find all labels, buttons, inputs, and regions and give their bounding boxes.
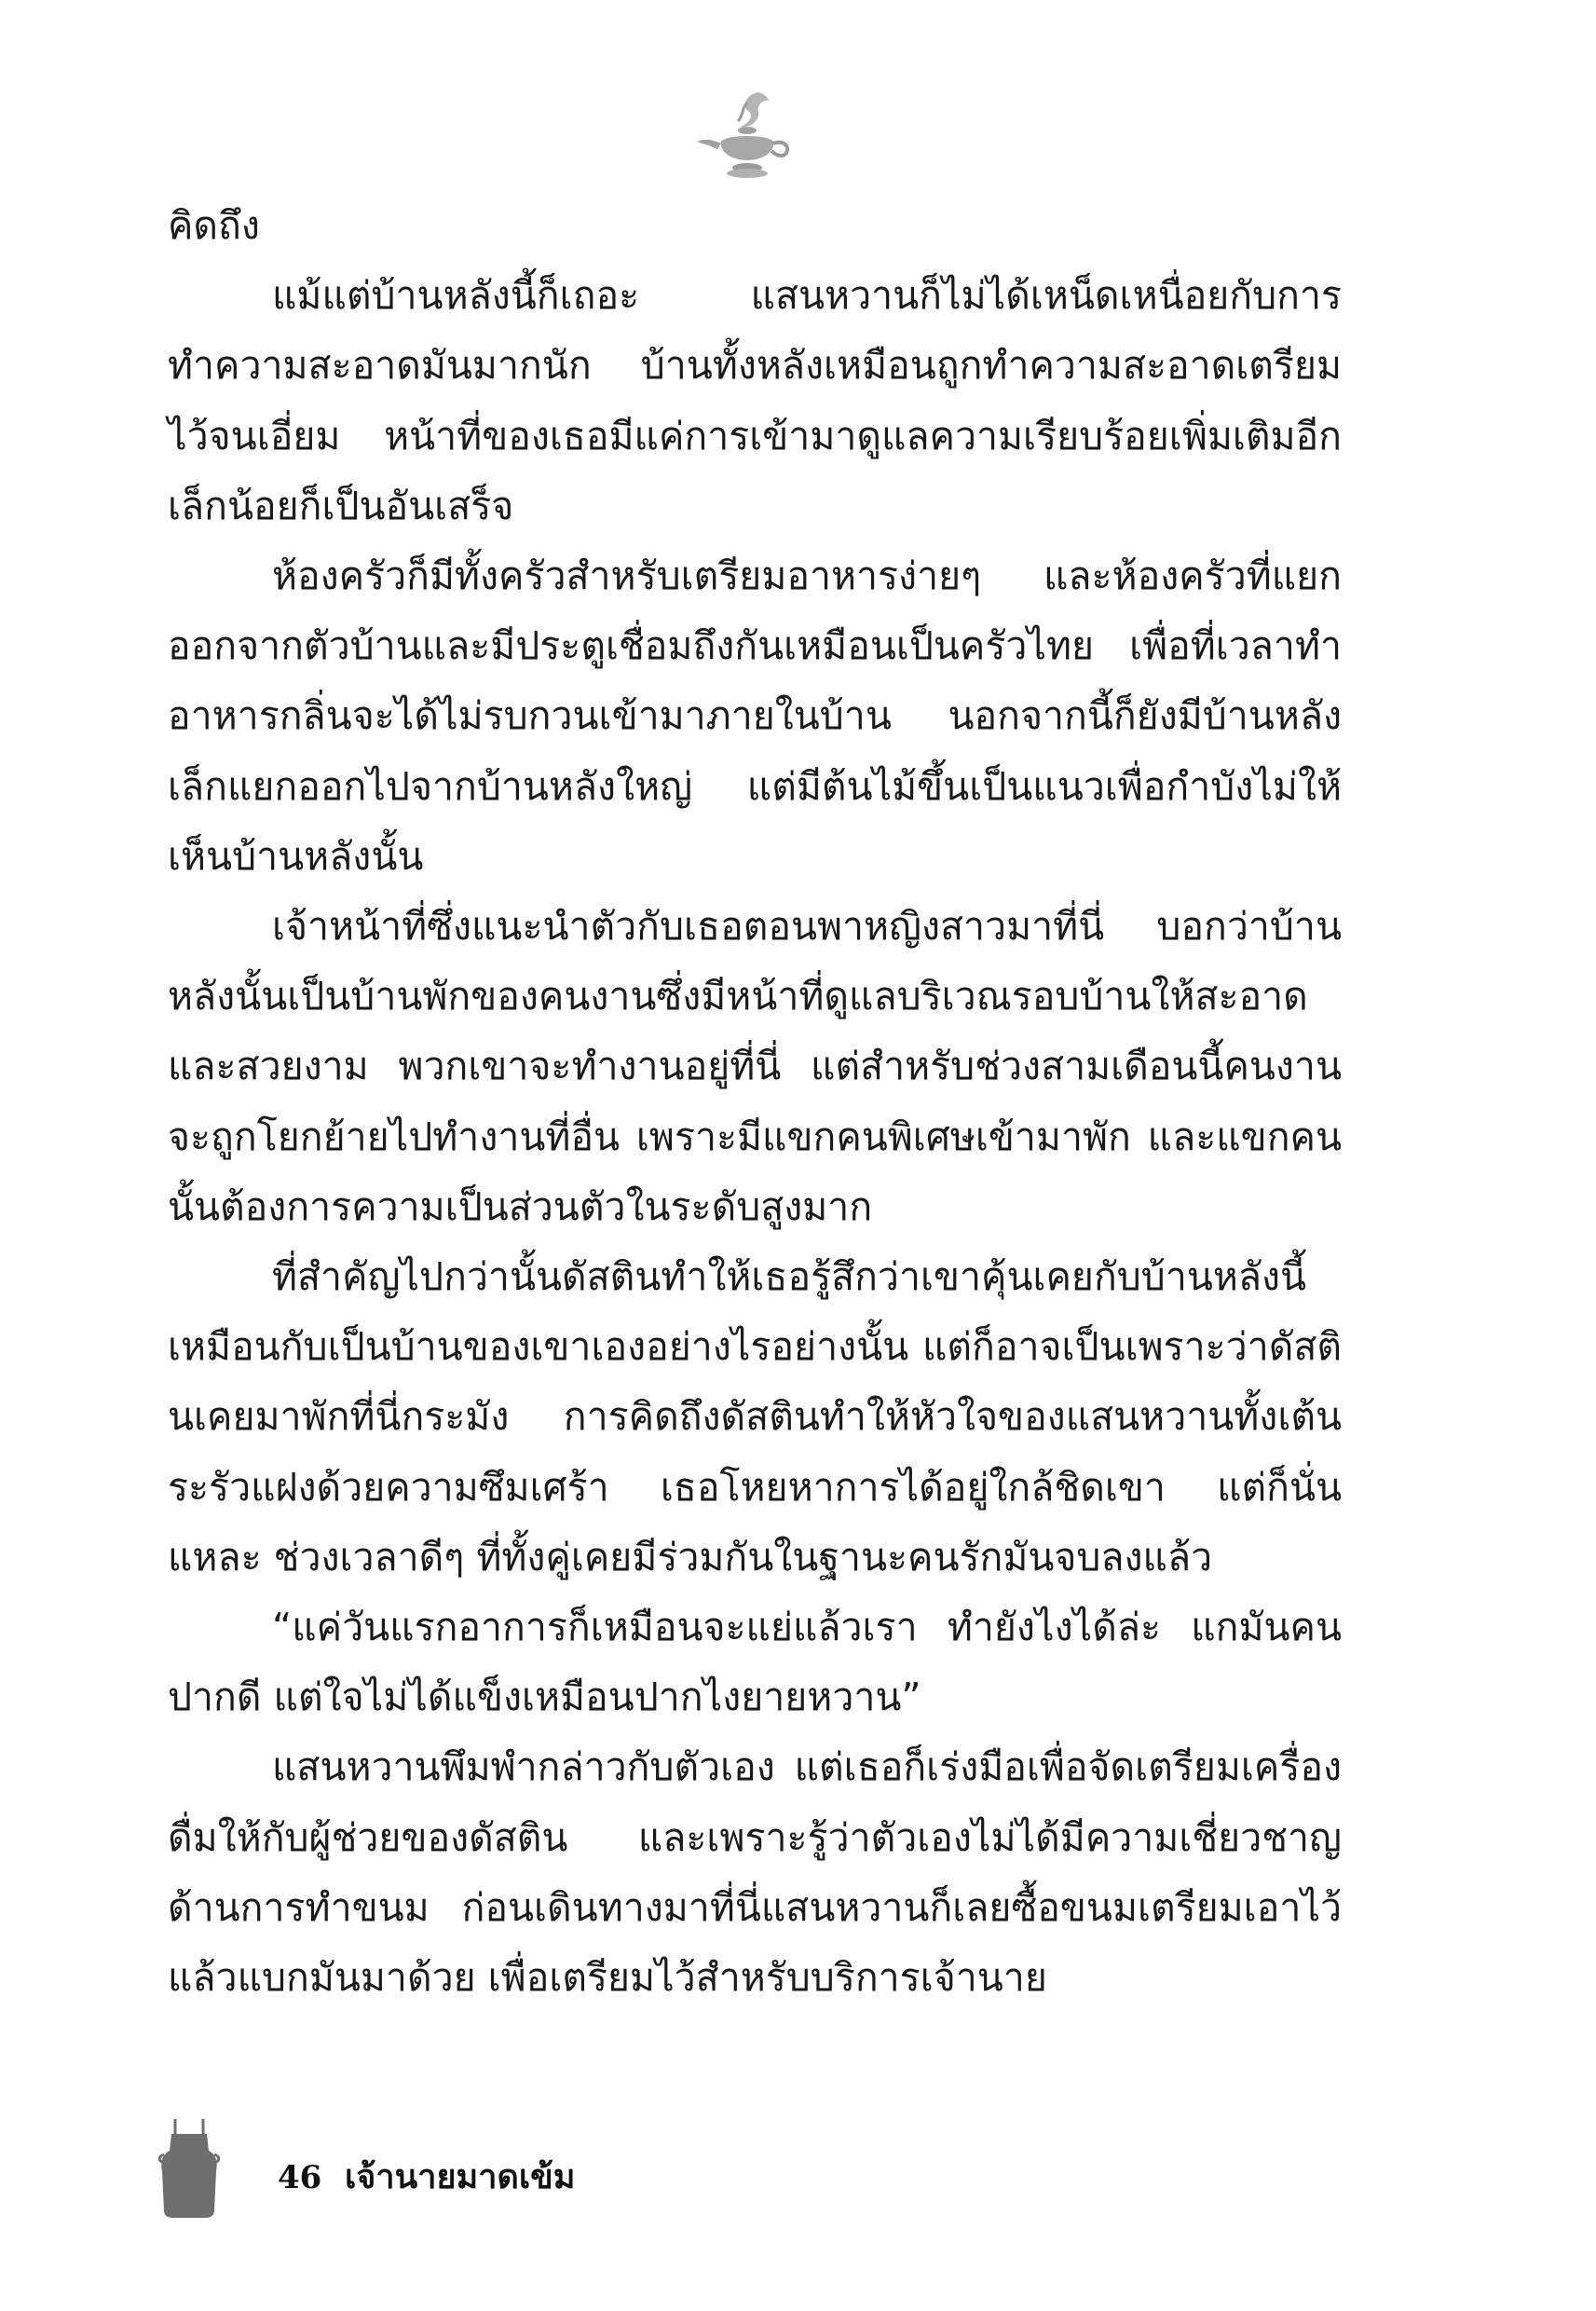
book-title: เจ้านายมาดเข้ม [345,2157,576,2196]
paragraph: คิดถึง [168,203,260,248]
paragraph: เจ้าหน้าที่ซึ่งแนะนำตัวกับเธอตอนพาหญิงสาวมาที่นี่ บอกว่าบ้านหลังนั้นเป็นบ้านพักของคนงานซึ่งมีหน้าที่ดูแลบริเวณรอบบ้านให้สะอาดและสวยงาม พวกเขาจะทำงานอยู่ที่นี่ แต่สำหรับช่วงสามเดือนนี้คนงานจะถูกโยกย้ายไปทำงานที่อื่น เพราะมีแขกคนพิเศษเข้ามาพัก และแขกคนนั้นต้องการความเป็นส่วนตัวในระดับสูงมาก [168,904,1342,1229]
page-footer [158,2117,811,2220]
paragraph: “แค่วันแรกอาการก็เหมือนจะแย่แล้วเรา ทำยังไงได้ล่ะ แกมันคนปากดี แต่ใจไม่ได้แข็งเหมือนปากไงยายหวาน” [168,1605,1342,1720]
paragraph: แม้แต่บ้านหลังนี้ก็เถอะ แสนหวานก็ไม่ได้เหน็ดเหนื่อยกับการทำความสะอาดมันมากนัก บ้านทั้งหลังเหมือนถูกทำความสะอาดเตรียมไว้จนเอี่ยม หน้าที่ของเธอมีแค่การเข้ามาดูแลความเรียบร้อยเพิ่มเติมอีกเล็กน้อยก็เป็นอันเสร็จ [168,273,1342,528]
paragraph: แสนหวานพึมพำกล่าวกับตัวเอง แต่เธอก็เร่งมือเพื่อจัดเตรียมเครื่องดื่มให้กับผู้ช่วยของดัสติน และเพราะรู้ว่าตัวเองไม่ได้มีความเชี่ยวชาญด้านการทำขนม ก่อนเดินทางมาที่นี่แสนหวานก็เลยซื้อขนมเตรียมเอาไว้แล้วแบกมันมาด้วย เพื่อเตรียมไว้สำหรับบริการเจ้านาย [168,1744,1342,2001]
apron-icon [158,2117,220,2220]
page-number: 46 [278,2159,322,2196]
paragraph: ที่สำคัญไปกว่านั้นดัสตินทำให้เธอรู้สึกว่าเขาคุ้นเคยกับบ้านหลังนี้เหมือนกับเป็นบ้านของเขาเองอย่างไรอย่างนั้น แต่ก็อาจเป็นเพราะว่าดัสตินเคยมาพักที่นี่กระมัง การคิดถึงดัสตินทำให้หัวใจของแสนหวานทั้งเต้นระรัวแฝงด้วยความซึมเศร้า เธอโหยหาการได้อยู่ใกล้ชิดเขา แต่ก็นั่นแหละ ช่วงเวลาดีๆ ที่ทั้งคู่เคยมีร่วมกันในฐานะคนรักมันจบลงแล้ว [168,1254,1342,1579]
body-text [168,191,1342,2013]
paragraph: ห้องครัวก็มีทั้งครัวสำหรับเตรียมอาหารง่ายๆ และห้องครัวที่แยกออกจากตัวบ้านและมีประตูเชื่อมถึงกันเหมือนเป็นครัวไทย เพื่อที่เวลาทำอาหารกลิ่นจะได้ไม่รบกวนเข้ามาภายในบ้าน นอกจากนี้ก็ยังมีบ้านหลังเล็กแยกออกไปจากบ้านหลังใหญ่ แต่มีต้นไม้ขึ้นเป็นแนวเพื่อกำบังไม่ให้เห็นบ้านหลังนั้น [168,554,1342,879]
genie-lamp-icon [689,84,801,196]
